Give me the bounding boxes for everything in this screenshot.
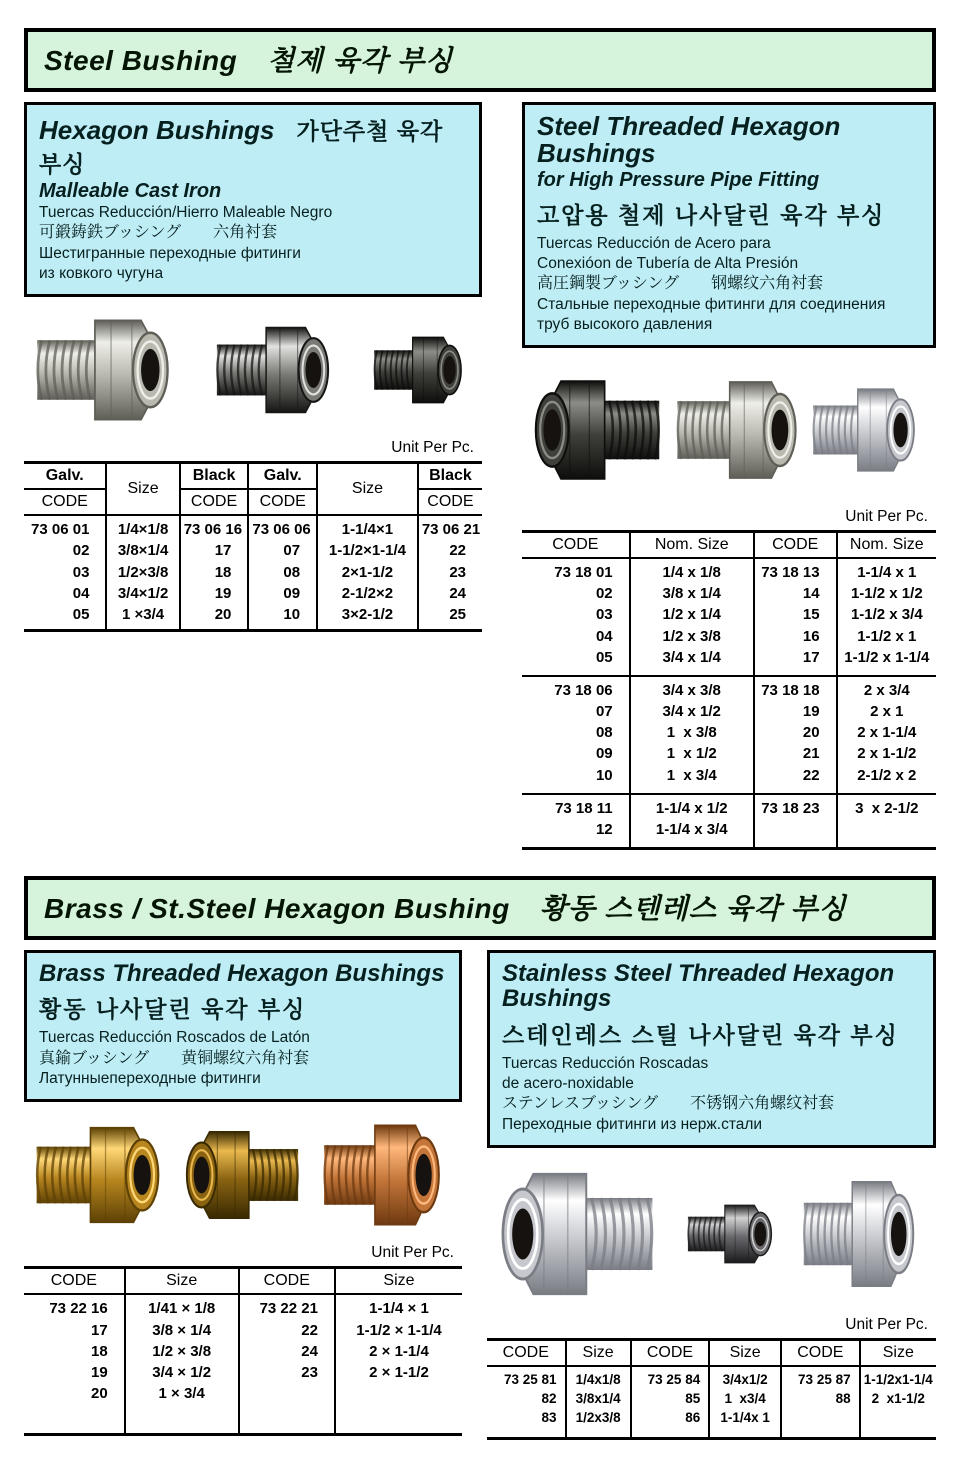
table-row bbox=[24, 1294, 462, 1319]
table-cell: 25 bbox=[418, 604, 482, 631]
brass-desc-es: Tuercas Reducción Roscados de Latón bbox=[39, 1029, 310, 1047]
table-row bbox=[522, 794, 936, 819]
col-header-size: Size bbox=[125, 1268, 239, 1295]
ss-desc-es2: de acero-noxidable bbox=[502, 1074, 634, 1092]
table-cell: 17 bbox=[180, 540, 249, 561]
steel-product-photos bbox=[522, 348, 936, 506]
table-row bbox=[24, 562, 482, 583]
table-row bbox=[487, 1389, 936, 1408]
table-cell: 2×1-1/2 bbox=[317, 562, 418, 583]
steel-table-group-2 bbox=[522, 676, 936, 794]
malleable-desc-es: Tuercas Reducción/Hierro Maleable Negro bbox=[39, 204, 333, 221]
brass-info-box bbox=[24, 950, 462, 1102]
col-header-code: CODE bbox=[754, 531, 837, 558]
table-cell: 08 bbox=[248, 562, 317, 583]
table-cell: 10 bbox=[595, 766, 613, 784]
col-header-code: CODE bbox=[781, 1339, 860, 1366]
table-cell: 1/4x1/8 bbox=[566, 1366, 631, 1389]
table-cell: 09 bbox=[248, 583, 317, 604]
col-header-code: CODE bbox=[41, 493, 88, 511]
stainless-product-photos bbox=[487, 1148, 936, 1314]
table-cell bbox=[754, 819, 837, 849]
table-row bbox=[24, 515, 482, 540]
table-row bbox=[522, 701, 936, 722]
table-cell: 2 x 3/4 bbox=[837, 676, 936, 701]
brass-unit-note: Unit Per Pc. bbox=[371, 1244, 454, 1262]
stainless-bushing-photo-large bbox=[491, 1159, 663, 1309]
table-cell: 73 22 16 bbox=[49, 1300, 108, 1318]
table-cell: 04 bbox=[72, 584, 90, 602]
table-cell: 73 18 01 bbox=[554, 563, 613, 581]
table-cell: 73 18 23 bbox=[754, 794, 837, 819]
table-cell: 1-1/2 x 1/2 bbox=[837, 583, 936, 604]
table-cell: 1/2 x 1/4 bbox=[630, 604, 754, 625]
middle-banner-title-ko: 황동 스텐레스 육각 부싱 bbox=[539, 893, 847, 925]
table-cell: 2 × 1-1/2 bbox=[335, 1362, 462, 1383]
table-cell: 2 × 1-1/4 bbox=[335, 1341, 462, 1362]
table-cell: 3/4 × 1/2 bbox=[125, 1362, 239, 1383]
col-header-galv: Galv. bbox=[24, 463, 106, 490]
table-cell: 1-1/4 x 3/4 bbox=[630, 819, 754, 849]
malleable-section bbox=[24, 102, 482, 632]
stainless-table-head bbox=[487, 1339, 936, 1366]
table-cell: 03 bbox=[72, 563, 90, 581]
malleable-title-en: Hexagon Bushings bbox=[39, 115, 275, 145]
col-header-black: Black bbox=[418, 463, 482, 490]
table-cell: 19 bbox=[91, 1364, 108, 1382]
table-cell: 1/2 x 3/8 bbox=[630, 626, 754, 647]
table-cell: 3/4×1/2 bbox=[106, 583, 179, 604]
table-row bbox=[522, 604, 936, 625]
table-cell bbox=[781, 1408, 860, 1438]
col-header-galv: Galv. bbox=[248, 463, 317, 490]
table-row bbox=[24, 540, 482, 561]
table-row bbox=[522, 722, 936, 743]
table-cell: 07 bbox=[248, 540, 317, 561]
col-header-code: CODE bbox=[239, 1268, 335, 1295]
table-cell: 02 bbox=[72, 542, 90, 560]
table-cell: 2 x1-1/2 bbox=[860, 1389, 936, 1408]
steel-unit-note: Unit Per Pc. bbox=[845, 507, 928, 525]
table-cell: 12 bbox=[595, 821, 613, 839]
col-header-code: CODE bbox=[50, 1272, 97, 1290]
stainless-table bbox=[487, 1338, 936, 1440]
table-row bbox=[487, 1366, 936, 1389]
col-header-size: Size bbox=[566, 1339, 631, 1366]
steel-table-group-1 bbox=[522, 558, 936, 676]
col-header-code: CODE bbox=[502, 1343, 549, 1361]
table-cell: 73 06 16 bbox=[180, 515, 249, 540]
top-banner-title-ko: 철제 육각 부싱 bbox=[267, 45, 454, 76]
table-row bbox=[522, 765, 936, 794]
table-cell: 17 bbox=[91, 1321, 108, 1339]
table-cell: 23 bbox=[239, 1362, 335, 1383]
table-row bbox=[522, 743, 936, 764]
col-header-code: CODE bbox=[180, 489, 249, 515]
table-cell: 88 bbox=[781, 1389, 860, 1408]
table-cell: 1/41 × 1/8 bbox=[125, 1294, 239, 1319]
table-cell: 3/4 x 1/2 bbox=[630, 701, 754, 722]
brass-table bbox=[24, 1266, 462, 1436]
black-galvanized-malleable-bushing-photo bbox=[209, 317, 337, 423]
table-cell: 73 06 21 bbox=[418, 515, 482, 540]
malleable-product-photos bbox=[24, 297, 482, 437]
table-cell: 86 bbox=[631, 1408, 710, 1438]
middle-banner-title-en: Brass / St.Steel Hexagon Bushing bbox=[44, 893, 510, 925]
table-cell: 05 bbox=[72, 605, 90, 623]
copper-bushing-photo bbox=[316, 1113, 448, 1237]
table-cell: 3/4 x 1/4 bbox=[630, 647, 754, 676]
table-cell: 05 bbox=[595, 648, 613, 666]
zinc-steel-bushing-photo bbox=[806, 379, 922, 481]
table-cell: 73 06 01 bbox=[31, 521, 90, 539]
malleable-subtitle: Malleable Cast Iron bbox=[39, 180, 222, 202]
steel-desc-es1: Tuercas Reducción de Acero para bbox=[537, 234, 771, 252]
table-row bbox=[487, 1408, 936, 1438]
table-cell: 3/8 × 1/4 bbox=[125, 1320, 239, 1341]
malleable-desc-ru2: из ковкого чугуна bbox=[39, 265, 164, 283]
table-cell: 04 bbox=[595, 627, 613, 645]
table-cell: 10 bbox=[248, 604, 317, 631]
ss-title-en-2: Bushings bbox=[502, 985, 612, 1013]
table-row bbox=[522, 626, 936, 647]
table-cell: 73 25 87 bbox=[781, 1366, 860, 1389]
table-cell: 1-1/4 x 1/2 bbox=[630, 794, 754, 819]
steel-threaded-table bbox=[522, 530, 936, 850]
steel-desc-es2: Conexióon de Tubería de Alta Presión bbox=[537, 254, 799, 272]
table-cell: 3/4x1/2 bbox=[709, 1366, 781, 1389]
table-row bbox=[24, 583, 482, 604]
table-cell bbox=[837, 819, 936, 849]
table-cell: 1 × 3/4 bbox=[125, 1383, 239, 1435]
top-banner-title-en: Steel Bushing bbox=[44, 45, 238, 76]
table-cell: 18 bbox=[180, 562, 249, 583]
table-cell: 1/2×3/8 bbox=[106, 562, 179, 583]
brass-bushing-photo-1 bbox=[28, 1116, 168, 1234]
table-cell: 14 bbox=[754, 583, 837, 604]
galvanized-steel-bushing-photo bbox=[669, 370, 805, 490]
table-cell: 3/4 x 3/8 bbox=[630, 676, 754, 701]
table-cell: 02 bbox=[595, 585, 613, 603]
table-cell: 73 18 11 bbox=[555, 799, 613, 817]
table-cell: 18 bbox=[91, 1342, 108, 1360]
table-cell: 1 ×3/4 bbox=[106, 604, 179, 631]
black-malleable-bushing-photo bbox=[368, 329, 468, 411]
table-cell: 3/8 x 1/4 bbox=[630, 583, 754, 604]
malleable-info-box bbox=[24, 102, 482, 297]
malleable-table bbox=[24, 461, 482, 632]
steel-threaded-section bbox=[522, 102, 936, 850]
malleable-table-head bbox=[24, 463, 482, 516]
col-header-code: CODE bbox=[248, 489, 317, 515]
steel-title-en-1: Steel Threaded Hexagon bbox=[537, 111, 841, 141]
table-cell: 73 18 18 bbox=[754, 676, 837, 701]
col-header-nom-size: Nom. Size bbox=[630, 531, 754, 558]
table-cell: 2 x 1 bbox=[837, 701, 936, 722]
malleable-desc-ru1: Шестигранные переходные фитинги bbox=[39, 244, 301, 262]
table-cell: 16 bbox=[754, 626, 837, 647]
table-cell: 23 bbox=[418, 562, 482, 583]
table-row bbox=[522, 583, 936, 604]
table-cell bbox=[860, 1408, 936, 1438]
table-cell: 1/4 x 1/8 bbox=[630, 558, 754, 583]
table-cell: 22 bbox=[239, 1320, 335, 1341]
steel-desc-ru1: Стальные переходные фитинги для соединения bbox=[537, 295, 886, 313]
brass-desc-ru: Латунныепереходные фитинги bbox=[39, 1070, 261, 1088]
steel-title-en-2: Bushings bbox=[537, 138, 656, 169]
col-header-code: CODE bbox=[418, 489, 482, 515]
brass-table-body bbox=[24, 1294, 462, 1434]
stainless-bushing-photo-medium bbox=[796, 1169, 922, 1299]
table-cell: 3 x 2-1/2 bbox=[837, 794, 936, 819]
table-cell: 20 bbox=[180, 604, 249, 631]
table-cell: 24 bbox=[418, 583, 482, 604]
table-cell: 73 18 06 bbox=[554, 681, 613, 699]
table-cell: 82 bbox=[541, 1391, 557, 1407]
col-header-code: CODE bbox=[552, 535, 599, 553]
table-cell: 73 18 13 bbox=[754, 558, 837, 583]
table-cell: 07 bbox=[595, 703, 613, 721]
table-row bbox=[522, 647, 936, 676]
table-cell: 1-1/2 x 1 bbox=[837, 626, 936, 647]
table-cell: 1/2 × 3/8 bbox=[125, 1341, 239, 1362]
table-cell: 1/4×1/8 bbox=[106, 515, 179, 540]
table-cell: 1 x 3/8 bbox=[630, 722, 754, 743]
stainless-bushing-photo-small bbox=[682, 1198, 778, 1270]
steel-desc-cjk: 高圧鋼製ブッシング 钢螺纹六角衬套 bbox=[537, 274, 824, 292]
table-cell: 3/8×1/4 bbox=[106, 540, 179, 561]
top-banner bbox=[24, 28, 936, 92]
middle-banner bbox=[24, 876, 936, 940]
table-row bbox=[24, 1320, 462, 1341]
table-cell: 1/2x3/8 bbox=[566, 1408, 631, 1438]
steel-title-ko: 고압용 철제 나사달린 육각 부싱 bbox=[537, 201, 886, 228]
table-row bbox=[24, 1383, 462, 1435]
steel-threaded-info-box bbox=[522, 102, 936, 348]
table-cell: 19 bbox=[180, 583, 249, 604]
table-cell: 1-1/2 x 3/4 bbox=[837, 604, 936, 625]
col-header-black: Black bbox=[180, 463, 249, 490]
malleable-desc-cjk: 可鍛鋳鉄ブッシング 六角衬套 bbox=[39, 224, 278, 242]
table-cell: 19 bbox=[754, 701, 837, 722]
table-cell: 20 bbox=[91, 1385, 108, 1403]
brass-desc-cjk: 真鍮ブッシング 黄铜螺纹六角衬套 bbox=[39, 1049, 310, 1067]
table-cell: 09 bbox=[595, 745, 613, 763]
table-cell: 73 22 21 bbox=[239, 1294, 335, 1319]
table-cell: 15 bbox=[754, 604, 837, 625]
brass-title-en: Brass Threaded Hexagon Bushings bbox=[39, 960, 445, 988]
ss-title-en-1: Stainless Steel Threaded Hexagon bbox=[502, 960, 895, 988]
table-cell: 1 x 3/4 bbox=[630, 765, 754, 794]
table-cell: 2-1/2 x 2 bbox=[837, 765, 936, 794]
table-cell: 1-1/2 x 1-1/4 bbox=[837, 647, 936, 676]
table-row bbox=[522, 819, 936, 849]
table-cell: 20 bbox=[754, 722, 837, 743]
steel-table-group-3 bbox=[522, 794, 936, 849]
brass-table-head bbox=[24, 1268, 462, 1295]
brass-title-ko: 황동 나사달린 육각 부싱 bbox=[39, 996, 307, 1023]
table-row bbox=[522, 676, 936, 701]
table-cell: 1-1/2 × 1-1/4 bbox=[335, 1320, 462, 1341]
table-cell: 83 bbox=[541, 1410, 557, 1426]
col-header-size: Size bbox=[709, 1339, 781, 1366]
ss-desc-es1: Tuercas Reducción Roscadas bbox=[502, 1054, 709, 1072]
malleable-table-body bbox=[24, 515, 482, 630]
table-row bbox=[522, 558, 936, 583]
steel-desc-ru2: труб высокого давления bbox=[537, 315, 713, 333]
table-cell: 22 bbox=[754, 765, 837, 794]
table-cell: 1 x3/4 bbox=[709, 1389, 781, 1408]
ss-title-ko: 스테인레스 스틸 나사달린 육각 부싱 bbox=[502, 1021, 899, 1048]
brass-section bbox=[24, 950, 462, 1436]
table-cell: 1-1/2x1-1/4 bbox=[860, 1366, 936, 1389]
table-cell: 2-1/2×2 bbox=[317, 583, 418, 604]
table-cell: 1-1/4 × 1 bbox=[335, 1294, 462, 1319]
brass-product-photos bbox=[24, 1102, 462, 1242]
col-header-size: Size bbox=[335, 1268, 462, 1295]
table-cell: 1-1/2×1-1/4 bbox=[317, 540, 418, 561]
table-row bbox=[24, 1341, 462, 1362]
brass-bushing-photo-2 bbox=[178, 1121, 306, 1229]
steel-table-head bbox=[522, 531, 936, 558]
table-cell: 2 x 1-1/4 bbox=[837, 722, 936, 743]
table-cell: 1-1/4×1 bbox=[317, 515, 418, 540]
col-header-code: CODE bbox=[631, 1339, 710, 1366]
col-header-size: Size bbox=[317, 463, 418, 516]
table-cell: 73 06 06 bbox=[248, 515, 317, 540]
stainless-info-box bbox=[487, 950, 936, 1148]
col-header-size: Size bbox=[106, 463, 179, 516]
table-cell: 1 x 1/2 bbox=[630, 743, 754, 764]
table-cell bbox=[335, 1383, 462, 1435]
table-cell: 3×2-1/2 bbox=[317, 604, 418, 631]
steel-subtitle: for High Pressure Pipe Fitting bbox=[537, 168, 820, 191]
stainless-unit-note: Unit Per Pc. bbox=[845, 1315, 928, 1333]
table-cell: 73 25 81 bbox=[504, 1371, 557, 1387]
col-header-nom-size: Nom. Size bbox=[837, 531, 936, 558]
table-cell: 24 bbox=[239, 1341, 335, 1362]
stainless-section bbox=[487, 950, 936, 1439]
table-cell: 03 bbox=[595, 606, 613, 624]
table-cell: 17 bbox=[754, 647, 837, 676]
black-steel-bushing-photo bbox=[526, 369, 668, 491]
table-row bbox=[24, 604, 482, 631]
ss-desc-cjk: ステンレスブッシング 不锈钢六角螺纹衬套 bbox=[502, 1094, 835, 1112]
table-row bbox=[24, 1362, 462, 1383]
table-cell: 08 bbox=[595, 724, 613, 742]
table-cell: 21 bbox=[754, 743, 837, 764]
table-cell: 2 x 1-1/2 bbox=[837, 743, 936, 764]
table-cell: 85 bbox=[631, 1389, 710, 1408]
ss-desc-ru: Переходные фитинги из нерж.стали bbox=[502, 1115, 763, 1133]
table-cell: 3/8x1/4 bbox=[566, 1389, 631, 1408]
table-cell: 22 bbox=[418, 540, 482, 561]
table-cell: 1-1/4x 1 bbox=[709, 1408, 781, 1438]
table-cell: 1-1/4 x 1 bbox=[837, 558, 936, 583]
stainless-table-body bbox=[487, 1366, 936, 1438]
galvanized-malleable-bushing-photo bbox=[28, 308, 178, 432]
malleable-title-ko: 가단주철 육각 부싱 bbox=[39, 118, 444, 177]
table-cell bbox=[239, 1383, 335, 1435]
malleable-unit-note: Unit Per Pc. bbox=[391, 439, 474, 457]
table-cell: 73 25 84 bbox=[631, 1366, 710, 1389]
col-header-size: Size bbox=[860, 1339, 936, 1366]
